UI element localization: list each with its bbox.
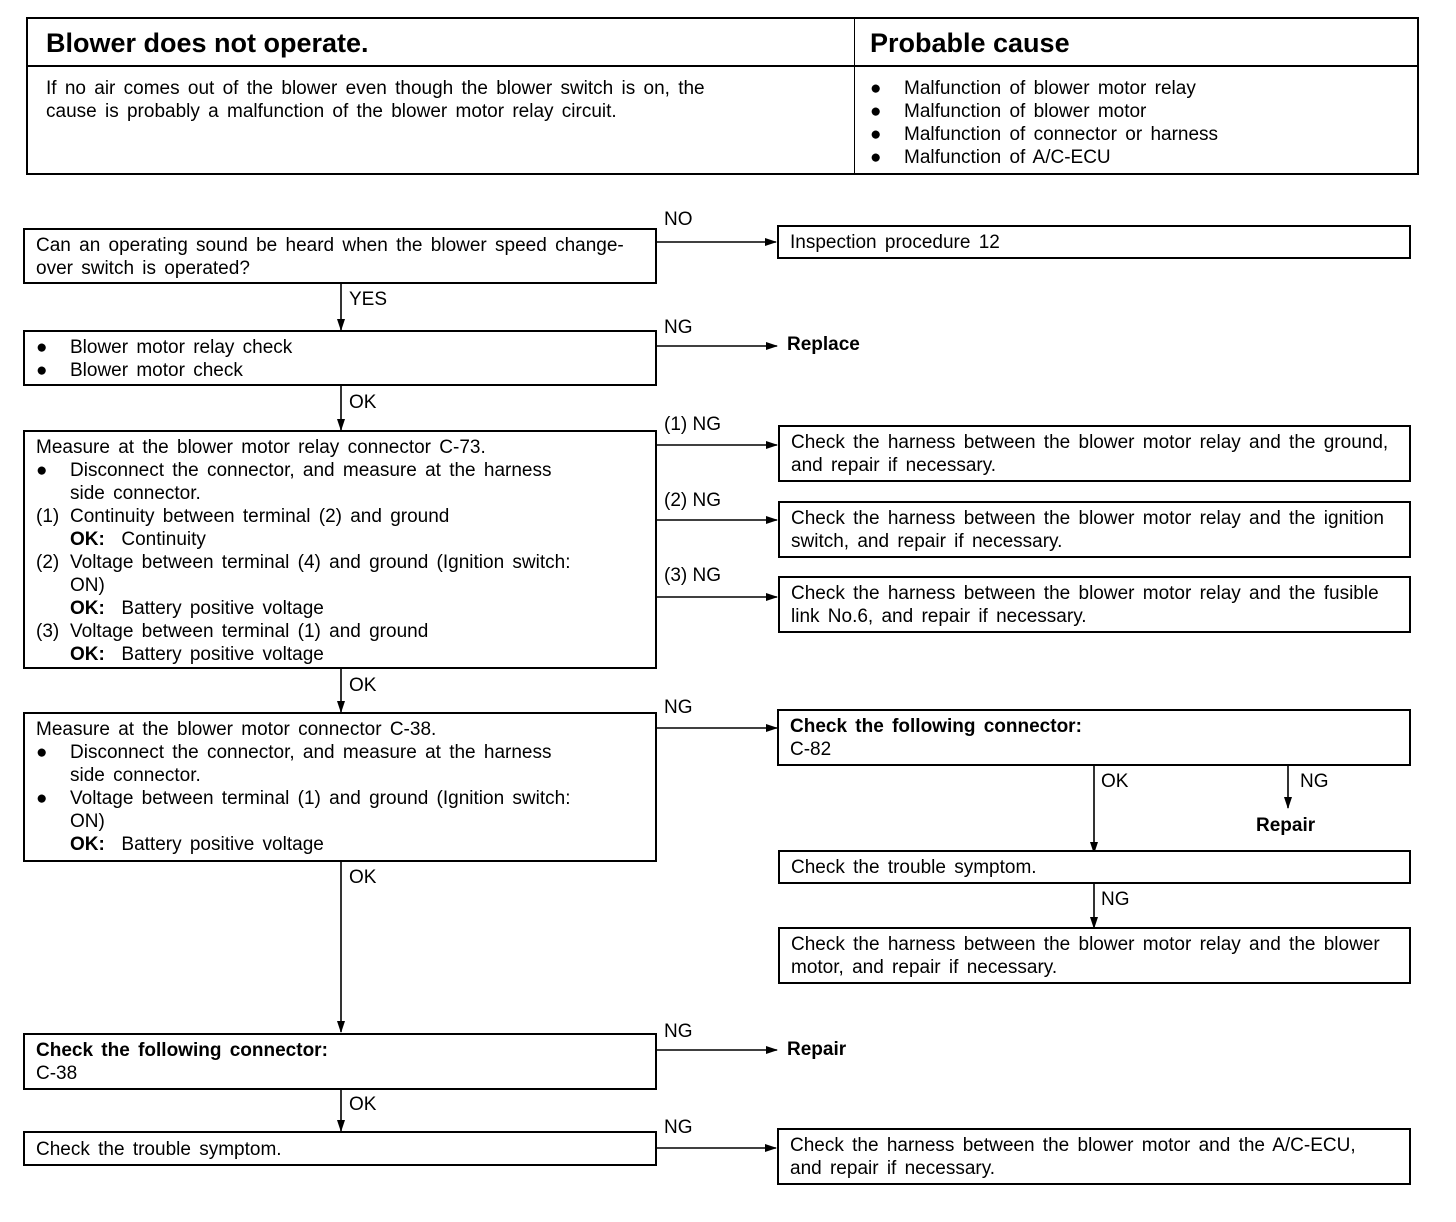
symptom-title: Blower does not operate. <box>46 28 369 58</box>
c38-connector-check-box: Check the following connector: C-38 <box>23 1033 657 1090</box>
blower-motor-harness-check-box: Check the harness between the blower motor relay and the blower motor, and repair if necessary. <box>778 927 1411 984</box>
c82-connector-check-box: Check the following connector: C-82 <box>777 709 1411 766</box>
symptom-description: If no air comes out of the blower even though the blower switch is on, the cause is probably a malfunction of the blower motor relay circuit. <box>46 78 705 122</box>
inspection-procedure-box: Inspection procedure 12 <box>777 225 1411 259</box>
ok-label: OK <box>349 1094 377 1115</box>
bullet-icon: ● <box>36 788 48 809</box>
bullet-icon: ● <box>36 460 48 481</box>
ng-2-label: (2) NG <box>664 490 721 511</box>
ok-label: OK <box>349 867 377 888</box>
relay-connector-measure-box: Measure at the blower motor relay connector C-73. ● Disconnect the connector, and measure at the harness side connector. (1) Continuity between terminal (2) and ground OK: Continuity (2) Voltage between terminal (4) and ground (Ignition switch: ON) OK: Battery positive voltage (3) Voltage between terminal (1) and ground OK: Battery positive voltage <box>23 430 657 669</box>
trouble-symptom-box: Check the trouble symptom. <box>778 850 1411 884</box>
probable-cause-title: Probable cause <box>870 28 1070 58</box>
ng-label: NG <box>664 697 693 718</box>
cause-item: ● Malfunction of A/C-ECU <box>870 147 1111 168</box>
bullet-icon: ● <box>870 124 882 145</box>
ok-label: OK <box>1101 771 1129 792</box>
ignition-harness-check-box: Check the harness between the blower motor relay and the ignition switch, and repair if necessary. <box>778 501 1411 558</box>
bullet-icon: ● <box>36 360 48 381</box>
replace-action: Replace <box>787 334 860 355</box>
ng-1-label: (1) NG <box>664 414 721 435</box>
ng-3-label: (3) NG <box>664 565 721 586</box>
ok-label: OK <box>349 392 377 413</box>
repair-action: Repair <box>1256 815 1316 836</box>
repair-action: Repair <box>787 1039 847 1060</box>
ng-label: NG <box>664 1021 693 1042</box>
cause-item: ● Malfunction of blower motor relay <box>870 78 1196 99</box>
ground-harness-check-box: Check the harness between the blower motor relay and the ground, and repair if necessary. <box>778 425 1411 482</box>
relay-motor-check-box: ● Blower motor relay check ● Blower motor check <box>23 330 657 386</box>
ng-label: NG <box>1300 771 1329 792</box>
fusible-link-harness-check-box: Check the harness between the blower motor relay and the fusible link No.6, and repair if necessary. <box>778 576 1411 633</box>
bullet-icon: ● <box>870 101 882 122</box>
question-box: Can an operating sound be heard when the blower speed change- over switch is operated? <box>23 228 657 284</box>
cause-item: ● Malfunction of connector or harness <box>870 124 1219 145</box>
yes-label: YES <box>349 289 388 310</box>
bullet-icon: ● <box>870 78 882 99</box>
bullet-icon: ● <box>36 742 48 763</box>
ecu-harness-check-box: Check the harness between the blower motor and the A/C-ECU, and repair if necessary. <box>777 1128 1411 1185</box>
no-label: NO <box>664 209 693 230</box>
ok-label: OK <box>349 675 377 696</box>
cause-item: ● Malfunction of blower motor <box>870 101 1147 122</box>
bullet-icon: ● <box>36 337 48 358</box>
ng-label: NG <box>664 1117 693 1138</box>
ng-label: NG <box>664 317 693 338</box>
bullet-icon: ● <box>870 147 882 168</box>
blower-connector-measure-box: Measure at the blower motor connector C-38. ● Disconnect the connector, and measure at the harness side connector. ● Voltage between terminal (1) and ground (Ignition switch: ON) OK: Battery positive voltage <box>23 712 657 862</box>
final-trouble-symptom-box: Check the trouble symptom. <box>23 1131 657 1166</box>
ng-label: NG <box>1101 889 1130 910</box>
